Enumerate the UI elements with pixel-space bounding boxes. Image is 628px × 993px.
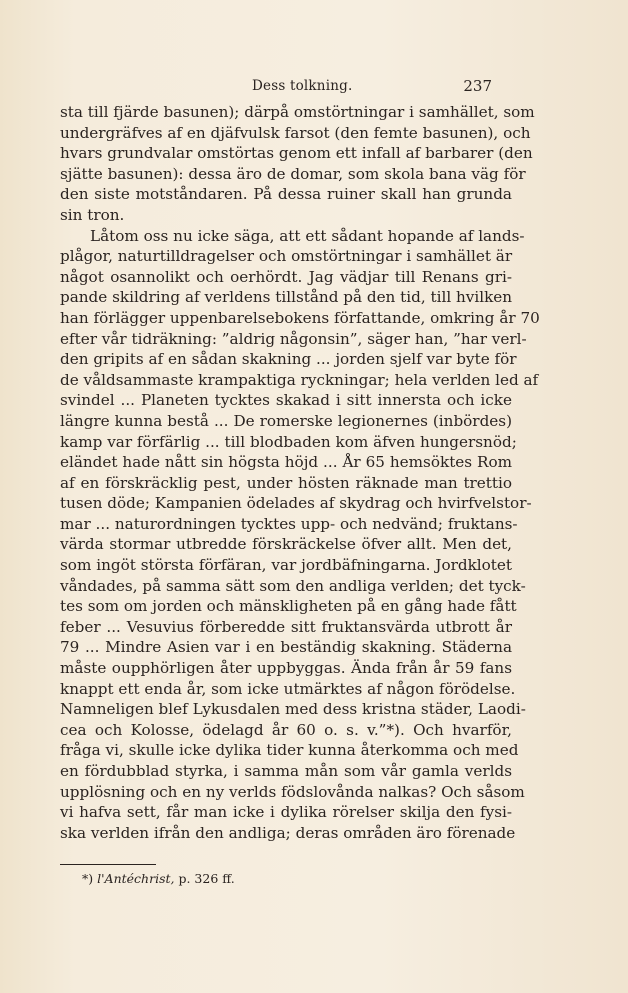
text-line: kamp var förfärlig ... till blodbaden kom äfven hungersnöd; [60, 432, 517, 451]
text-line: upplösning och en ny verlds födslovånda nalkas? Och såsom [60, 782, 525, 801]
footnote-title: l'Antéchrist, [97, 871, 175, 886]
text-line: 79 ... Mindre Asien var i en beständig skakning. Städerna [60, 638, 512, 657]
text-line: den siste motståndaren. På dessa ruiner skall han grunda [60, 185, 512, 204]
footnote-divider [60, 864, 156, 865]
footnote-marker: *) [82, 871, 94, 886]
text-line: sta till fjärde basunen); därpå omstörtningar i samhället, som [60, 103, 535, 121]
text-line: något osannolikt och oerhördt. Jag vädjar till Renans gri- [60, 267, 512, 286]
text-line: de våldsammaste krampaktiga ryckningar; hela verlden led af [60, 370, 539, 389]
text-line: ska verlden ifrån den andliga; deras områden äro förenade [60, 823, 516, 842]
text-line: sin tron. [60, 205, 125, 224]
text-line: en fördubblad styrka, i samma mån som vår gamla verlds [60, 762, 512, 780]
text-line: Namneligen blef Lykusdalen med dess kristna städer, Laodi- [60, 700, 526, 719]
page-header [52, 78, 492, 98]
page-number: 237 [463, 77, 492, 95]
running-title: Dess tolkning. [252, 78, 353, 94]
text-line: af en förskräcklig pest, under hösten räknade man trettio [60, 473, 512, 492]
text-line: måste oupphörligen åter uppbyggas. Ända från år 59 fans [60, 659, 512, 678]
footnote-reference: p. 326 ff. [178, 871, 235, 886]
body-text [60, 102, 540, 843]
text-line: plågor, naturtilldragelser och omstörtningar i samhället är [60, 247, 513, 266]
text-line: svindel ... Planeten tycktes skakad i sitt innersta och icke [60, 391, 512, 410]
text-line: tusen döde; Kampanien ödelades af skydrag och hvirfvelstor- [60, 494, 532, 513]
text-line: undergräfves af en djäfvulsk farsot (den femte basunen), och [60, 123, 531, 142]
text-line: den gripits af en sådan skakning ... jorden sjelf var byte för [60, 350, 517, 369]
text-line: efter vår tidräkning: ”aldrig någonsin”, säger han, ”har verl- [60, 329, 527, 348]
text-line: cea och Kolosse, ödelagd år 60 o. s. v.”*). Och hvarför, [60, 720, 512, 739]
text-line: hvars grundvalar omstörtas genom ett infall af barbarer (den [60, 144, 533, 163]
text-line: våndades, på samma sätt som den andliga verlden; det tyck- [60, 576, 526, 595]
text-line: tes som om jorden och mänskligheten på en gång hade fått [60, 597, 517, 616]
text-line: vi hafva sett, får man icke i dylika rörelser skilja den fysi- [60, 803, 512, 822]
text-line: längre kunna bestå ... De romerske legionernes (inbördes) [60, 411, 512, 430]
text-line: fråga vi, skulle icke dylika tider kunna återkomma och med [60, 741, 519, 760]
text-line: pande skildring af verldens tillstånd på den tid, till hvilken [60, 288, 513, 307]
text-line: eländet hade nått sin högsta höjd ... År 65 hemsöktes Rom [60, 453, 512, 472]
text-line: som ingöt största förfäran, var jordbäfningarna. Jordklotet [60, 556, 512, 575]
text-line: feber ... Vesuvius förberedde sitt fruktansvärda utbrott år [60, 617, 512, 636]
footnote [82, 871, 235, 886]
text-line: han förlägger uppenbarelsebokens författande, omkring år 70 [60, 308, 540, 327]
text-line: knappt ett enda år, som icke utmärktes af någon förödelse. [60, 679, 516, 698]
text-line: sjätte basunen): dessa äro de domar, som skola bana väg för [60, 164, 526, 183]
text-line: mar ... naturordningen tycktes upp- och nedvänd; fruktans- [60, 514, 518, 533]
text-line: värda stormar utbredde förskräckelse öfver allt. Men det, [60, 535, 512, 554]
text-line: Låtom oss nu icke säga, att ett sådant hopande af lands- [90, 226, 525, 245]
